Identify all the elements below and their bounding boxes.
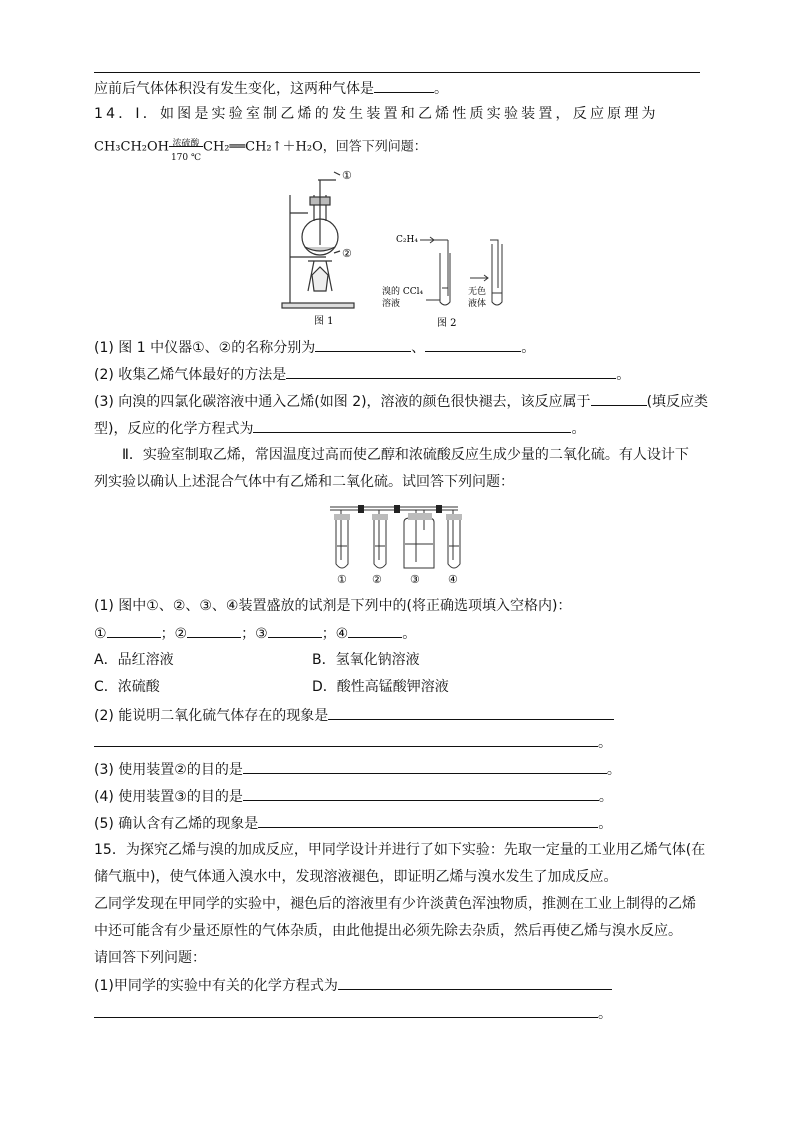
answer-blank[interactable] [258,813,598,828]
figure-1-caption: 图 1 [314,316,334,327]
bottle-label-4: ④ [448,573,458,586]
reagent-label: 溴的 CCl₄ [382,287,424,297]
answer-blank[interactable] [268,623,322,638]
part1-q3-cont: 型)，反应的化学方程式为 。 [94,418,585,439]
q15-line-2: 储气瓶中)，使气体通入溴水中，发现溶液褪色，即证明乙烯与溴水发生了加成反应。 [94,869,618,885]
svg-text:液体: 液体 [468,299,487,309]
answer-blank[interactable] [243,759,607,774]
answer-blank[interactable] [187,623,241,638]
top-rule [94,72,700,73]
part2-q4: (4) 使用装置③的目的是 。 [94,786,613,807]
q13-tail: 应前后气体体积没有发生变化，这两种气体是 。 [94,78,448,99]
bottle-label-1: ① [337,573,347,586]
label-2: ② [342,247,352,260]
product-label: 无色 [468,287,487,297]
q15-line-5: 请回答下列问题： [94,950,206,966]
part2-q2-cont: 。 [94,732,612,753]
q15-q1-cont: 。 [94,1003,612,1024]
answer-blank[interactable] [315,337,411,352]
q15-q1: (1)甲同学的实验中有关的化学方程式为 [94,975,612,996]
part2-q5: (5) 确认含有乙烯的现象是 。 [94,813,612,834]
reaction-condition: 浓硫酸 170 ℃ [170,139,202,163]
part1-q2: (2) 收集乙烯气体最好的方法是 。 [94,364,630,385]
option-d: D．酸性高锰酸钾溶液 [312,679,449,695]
option-a: A．品红溶液 [94,652,174,668]
option-c: C．浓硫酸 [94,679,160,695]
answer-blank[interactable] [107,623,161,638]
answer-blank[interactable] [425,337,521,352]
q14-intro: 14．Ⅰ．如图是实验室制乙烯的发生装置和乙烯性质实验装置，反应原理为 [94,106,659,122]
answer-blank[interactable] [94,1003,598,1018]
part1-q1: (1) 图 1 中仪器①、②的名称分别为 、 。 [94,337,535,358]
q15-line-4: 中还可能含有少量还原性的气体杂质，由此他提出必须先除去杂质，然后再使乙烯与溴水反应。 [94,923,682,939]
gas-label: C₂H₄ [396,235,418,245]
part2-q2: (2) 能说明二氧化硫气体存在的现象是 [94,705,614,726]
option-b: B．氢氧化钠溶液 [312,652,420,668]
part2-q1-blanks: ① ；② ；③ ；④ 。 [94,623,416,644]
part2-q1: (1) 图中①、②、③、④装置盛放的试剂是下列中的(将正确选项填入空格内)： [94,598,572,614]
answer-blank[interactable] [328,705,614,720]
answer-blank[interactable] [253,418,571,433]
bottle-label-2: ② [372,573,382,586]
reaction-equation: CH₃CH₂OH 浓硫酸 170 ℃ CH₂══CH₂↑＋H₂O，回答下列问题： [94,134,427,160]
label-1: ① [342,169,352,182]
part2-intro-1: Ⅱ．实验室制取乙烯，常因温度过高而使乙醇和浓硫酸反应生成少量的二氧化硫。有人设计下 [122,447,689,463]
q15-line-3: 乙同学发现在甲同学的实验中，褪色后的溶液里有少许淡黄色浑浊物质，推测在工业上制得的乙烯 [94,896,696,912]
figure-2-caption: 图 2 [437,318,457,329]
figure-1-apparatus [278,165,368,330]
answer-blank[interactable] [286,364,616,379]
q15-line-1: 15．为探究乙烯与溴的加成反应，甲同学设计并进行了如下实验：先取一定量的工业用乙烯气体(在 [94,842,706,858]
answer-blank[interactable] [338,975,612,990]
answer-blank[interactable] [94,732,598,747]
part1-q3: (3) 向溴的四氯化碳溶液中通入乙烯(如图 2)，溶液的颜色很快褪去，该反应属于 (填反应类 [94,391,708,412]
part2-q3: (3) 使用装置②的目的是 。 [94,759,621,780]
answer-blank[interactable] [348,623,402,638]
figure-3-wash-bottles [328,496,468,588]
bottle-label-3: ③ [410,573,420,586]
answer-blank[interactable] [374,78,434,93]
answer-blank[interactable] [591,391,647,406]
part2-intro-2: 列实验以确认上述混合气体中有乙烯和二氧化硫。试回答下列问题： [94,474,514,490]
figure-2-test-tubes [382,228,522,332]
svg-text:溶液: 溶液 [382,299,401,309]
answer-blank[interactable] [243,786,599,801]
